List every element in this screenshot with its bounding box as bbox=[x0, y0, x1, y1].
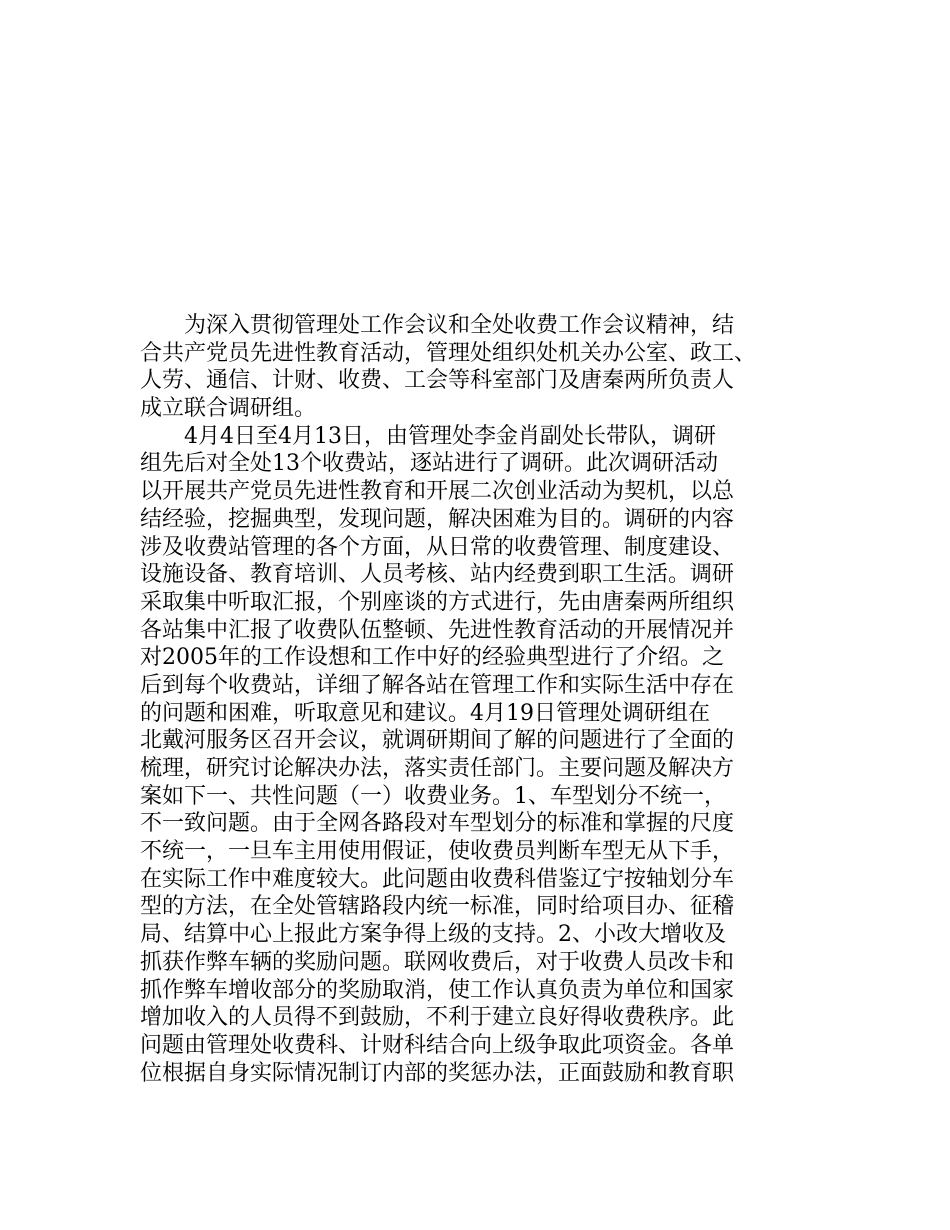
text-line: 抓获作弊车辆的奖励问题。联网收费后，对于收费人员改卡和 bbox=[140, 949, 735, 975]
text-line: 局、结算中心上报此方案争得上级的支持。2、小改大增收及 bbox=[140, 922, 726, 948]
text-line: 采取集中听取汇报，个别座谈的方式进行，先由唐秦两所组织 bbox=[140, 589, 735, 615]
text-line: 增加收入的人员得不到鼓励，不利于建立良好得收费秩序。此 bbox=[140, 1005, 735, 1031]
text-line: 北戴河服务区召开会议，就调研期间了解的问题进行了全面的 bbox=[140, 728, 735, 754]
text-line: 问题由管理处收费科、计财科结合向上级争取此项资金。各单 bbox=[140, 1032, 735, 1058]
text-line: 梳理，研究讨论解决办法，落实责任部门。主要问题及解决方 bbox=[140, 756, 735, 781]
text-line: 为深入贯彻管理处工作会议和全处收费工作会议精神，结 bbox=[140, 313, 735, 338]
text-line: 在实际工作中难度较大。此问题由收费科借鉴辽宁按轴划分车 bbox=[140, 866, 735, 892]
text-line: 案如下一、共性问题（一）收费业务。1、车型划分不统一， bbox=[140, 783, 726, 809]
text-line: 4月4日至4月13日，由管理处李金肖副处长带队，调研 bbox=[140, 423, 716, 449]
text-line: 型的方法，在全处管辖路段内统一标准，同时给项目办、征稽 bbox=[140, 894, 735, 920]
text-line: 各站集中汇报了收费队伍整顿、先进性教育活动的开展情况并 bbox=[140, 617, 735, 643]
text-line: 人劳、通信、计财、收费、工会等科室部门及唐秦两所负责人 bbox=[140, 368, 735, 394]
text-line: 设施设备、教育培训、人员考核、站内经费到职工生活。调研 bbox=[140, 562, 735, 588]
body-text bbox=[140, 312, 830, 1087]
text-line: 以开展共产党员先进性教育和开展二次创业活动为契机，以总 bbox=[140, 479, 735, 505]
text-line: 不一致问题。由于全网各路段对车型划分的标准和掌握的尺度 bbox=[140, 811, 735, 837]
text-line: 成立联合调研组。 bbox=[140, 396, 317, 422]
text-line: 的问题和困难，听取意见和建议。4月19日管理处调研组在 bbox=[140, 700, 710, 726]
text-line: 对2005年的工作设想和工作中好的经验典型进行了介绍。之 bbox=[140, 645, 724, 671]
text-line: 不统一，一旦车主用使用假证，使收费员判断车型无从下手， bbox=[140, 839, 735, 865]
text-line: 抓作弊车增收部分的奖励取消，使工作认真负责为单位和国家 bbox=[140, 977, 735, 1003]
text-line: 涉及收费站管理的各个方面，从日常的收费管理、制度建设、 bbox=[140, 534, 735, 560]
text-line: 结经验，挖掘典型，发现问题，解决困难为目的。调研的内容 bbox=[140, 506, 735, 532]
text-line: 位根据自身实际情况制订内部的奖惩办法，正面鼓励和教育职 bbox=[140, 1060, 735, 1086]
text-line: 组先后对全处13个收费站，逐站进行了调研。此次调研活动 bbox=[140, 451, 718, 477]
text-line: 后到每个收费站，详细了解各站在管理工作和实际生活中存在 bbox=[140, 672, 735, 698]
text-line: 合共产党员先进性教育活动，管理处组织处机关办公室、政工、 bbox=[140, 340, 757, 366]
